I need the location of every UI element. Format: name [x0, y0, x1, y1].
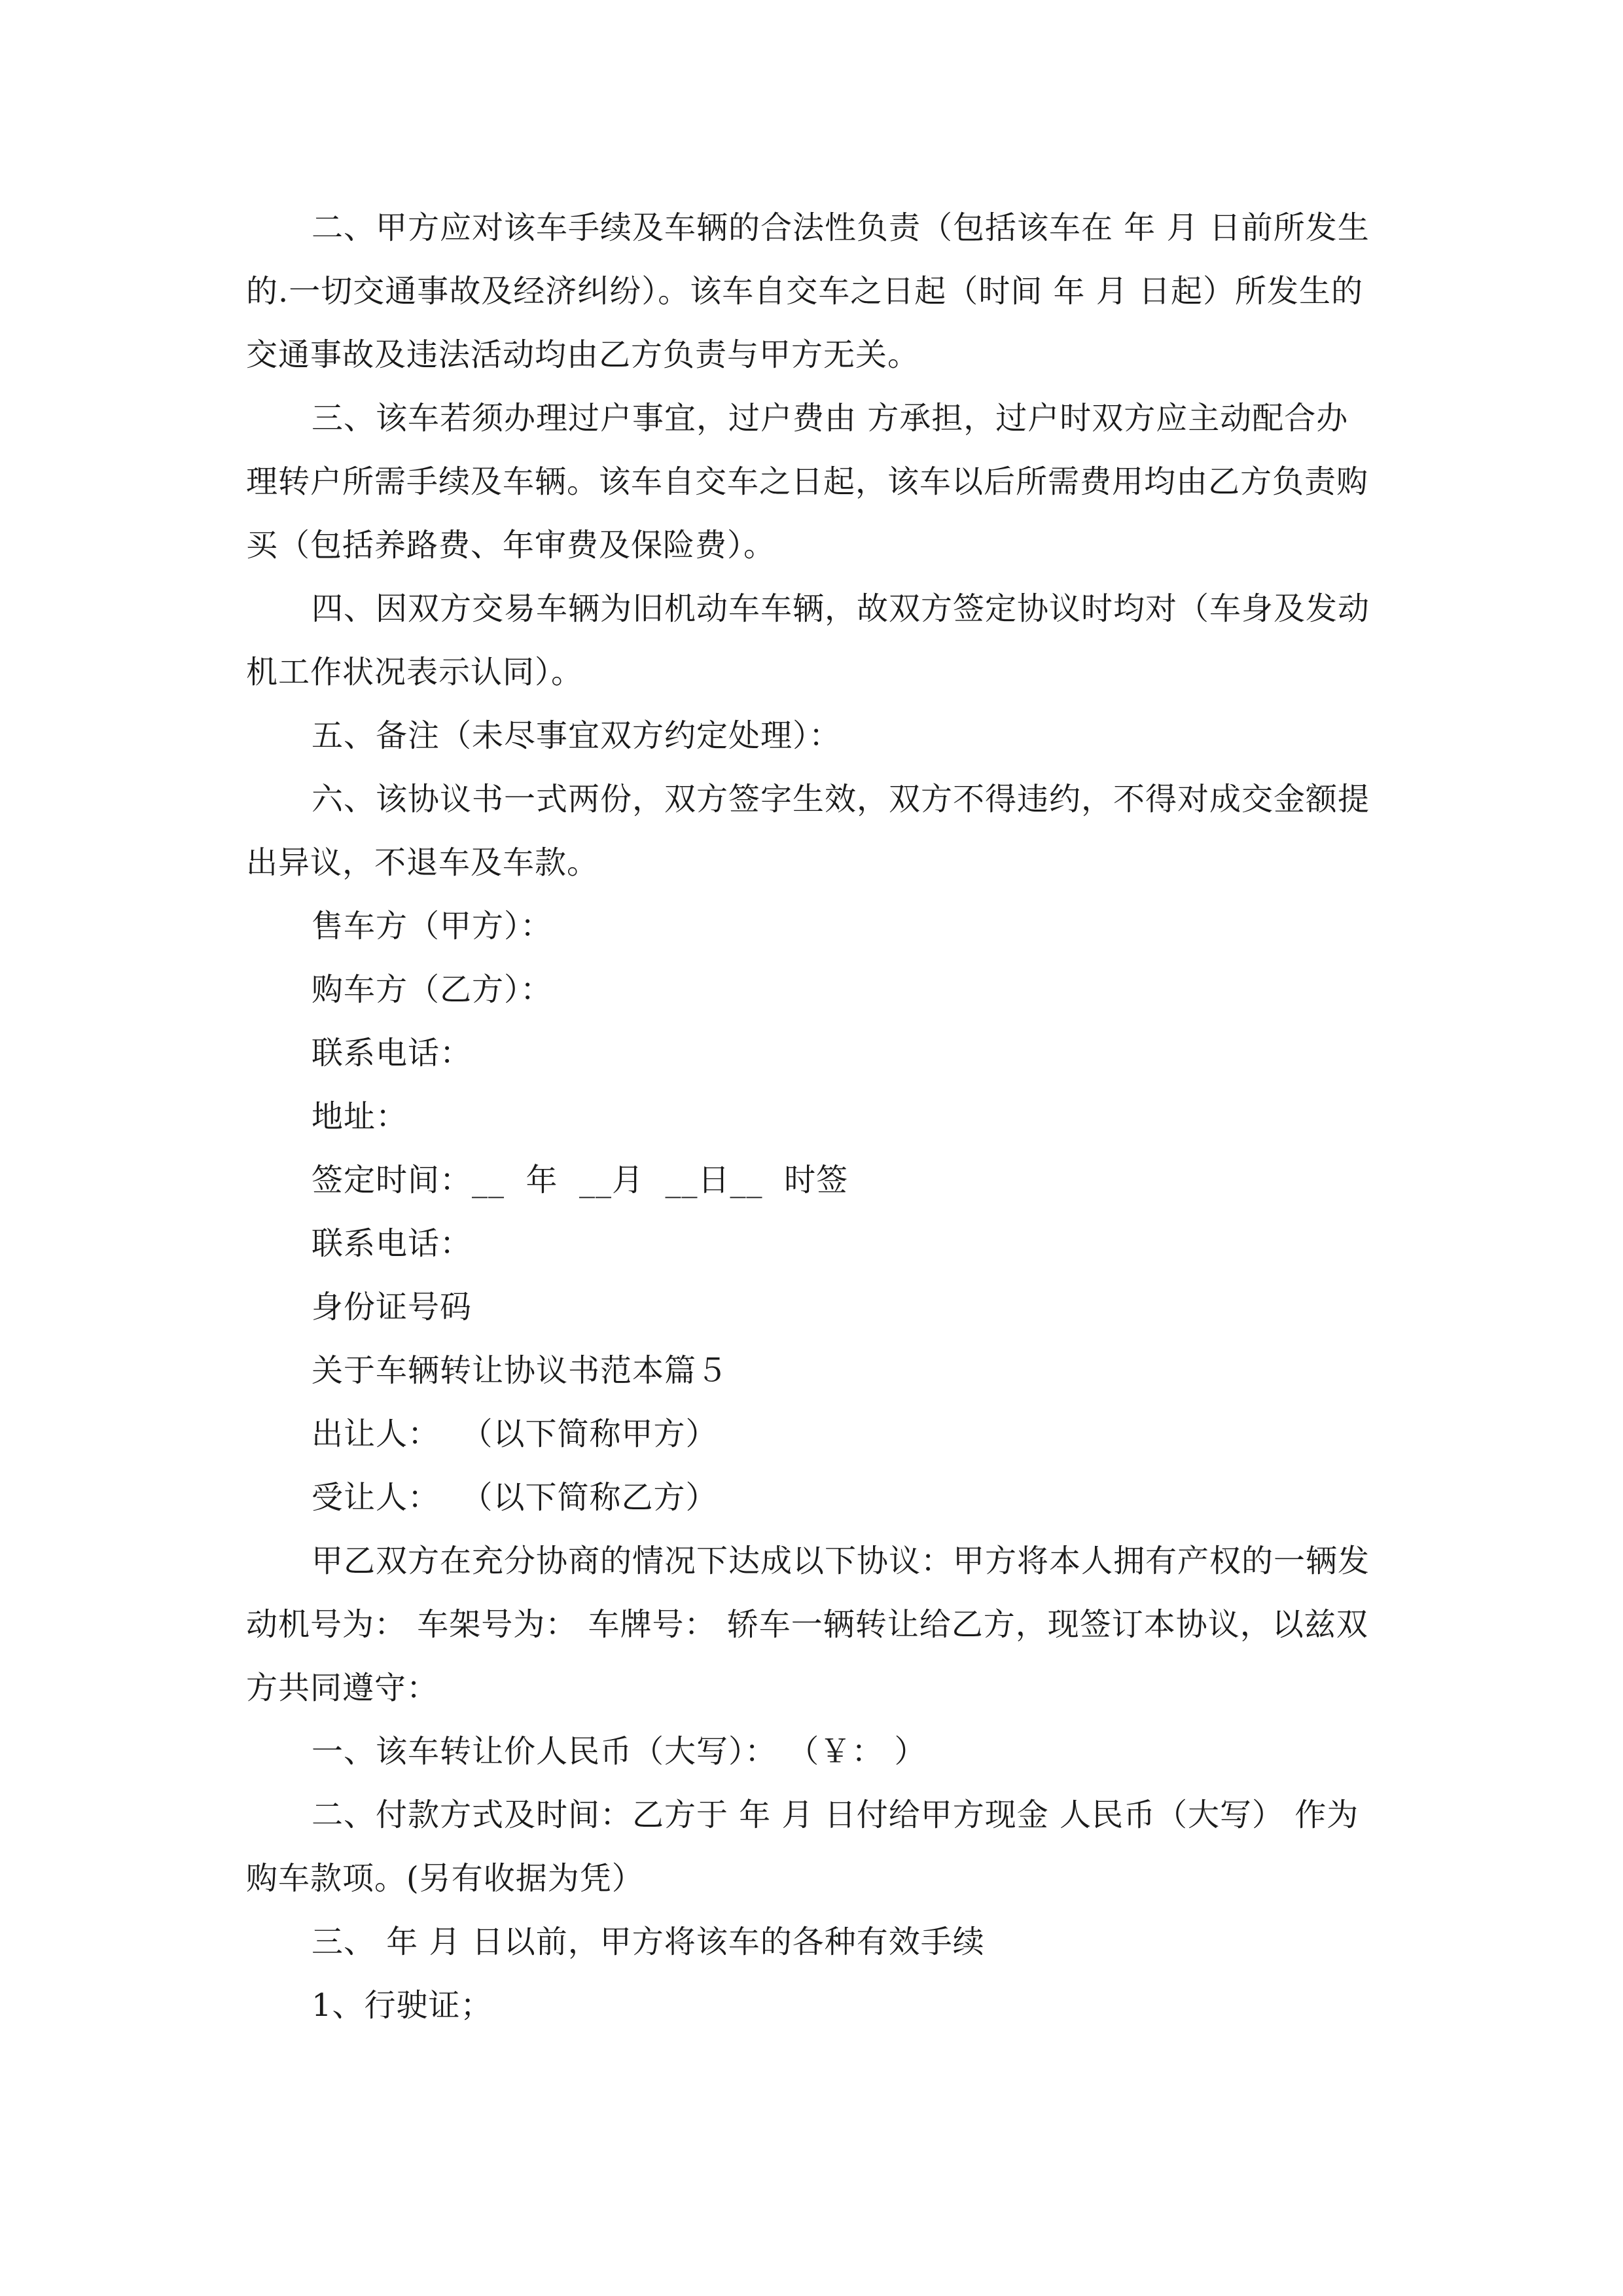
clause-copies: 六、该协议书一式两份，双方签字生效，双方不得违约，不得对成交金额提出异议，不退车及车款。 [246, 781, 1370, 881]
clause-price: 一、该车转让价人民币（大写）： （￥： ） [312, 1733, 927, 1770]
address-label: 地址： [312, 1098, 408, 1135]
transferor-label: 出让人： （以下简称甲方） [312, 1416, 718, 1452]
item-driving-license: 1、行驶证； [312, 1987, 493, 2024]
agreement-intro: 甲乙双方在充分协商的情况下达成以下协议：甲方将本人拥有产权的一辆发动机号为： 车架号为： 车牌号： 轿车一辆转让给乙方，现签订本协议，以兹双方共同遵守： [246, 1543, 1370, 1706]
clause-transfer-fee: 三、该车若须办理过户事宜，过户费由 方承担，过户时双方应主动配合办理转户所需手续及车辆。该车自交车之日起，该车以后所需费用均由乙方负责购买（包括养路费、年审费及保险费）。 [246, 400, 1369, 564]
phone-label-2: 联系电话： [312, 1225, 473, 1262]
clause-legality: 二、甲方应对该车手续及车辆的合法性负责（包括该车在 年 月 日前所发生的.一切交通事故及经济纠纷）。该车自交车之日起（时间 年 月 日起）所发生的交通事故及违法活动均由乙方负责与甲方无关。 [246, 209, 1370, 373]
clause-payment: 二、付款方式及时间：乙方于 年 月 日付给甲方现金 人民币（大写） 作为购车款项。(另有收据为凭） [246, 1797, 1359, 1897]
buyer-label: 购车方（乙方）： [312, 971, 553, 1008]
document-body [246, 196, 1377, 2037]
clause-documents: 三、 年 月 日以前，甲方将该车的各种有效手续 [312, 1924, 985, 1960]
clause-remarks: 五、备注（未尽事宜双方约定处理）： [312, 717, 842, 754]
id-number-label: 身份证号码 [312, 1289, 473, 1325]
seller-label: 售车方（甲方）： [312, 908, 553, 944]
clause-vehicle-condition: 四、因双方交易车辆为旧机动车车辆，故双方签定协议时均对（车身及发动机工作状况表示认同）。 [246, 590, 1370, 691]
transferee-label: 受让人： （以下简称乙方） [312, 1479, 718, 1516]
section-title: 关于车辆转让协议书范本篇５ [312, 1352, 729, 1389]
phone-label: 联系电话： [312, 1035, 473, 1071]
signing-date-label: 签定时间：__ 年 __月 __日__ 时签 [312, 1162, 849, 1198]
